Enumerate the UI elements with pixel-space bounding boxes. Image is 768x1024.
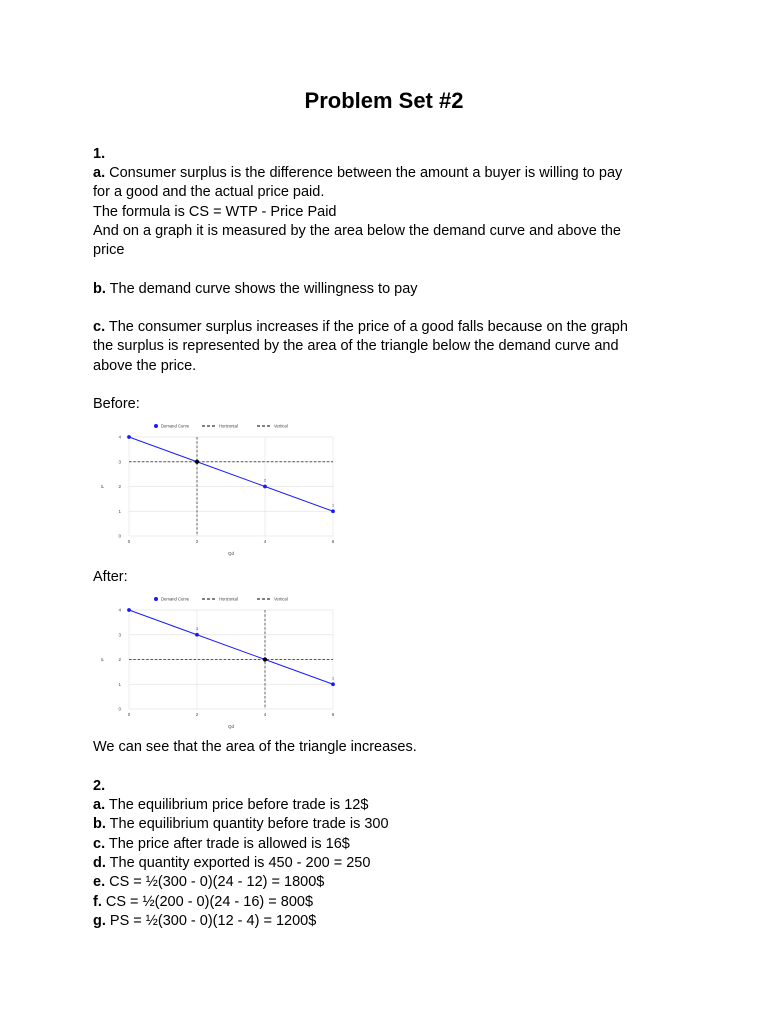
answer-1a-line-2: for a good and the actual price paid. bbox=[93, 184, 325, 200]
legend-demand-label: Demand Curve bbox=[161, 596, 190, 602]
answer-1a-line-3: The formula is CS = WTP - Price Paid bbox=[93, 204, 337, 220]
y-axis-label: P bbox=[100, 657, 105, 662]
demand-point bbox=[331, 509, 335, 513]
answer-2-item bbox=[93, 912, 316, 931]
x-tick-label: 6 bbox=[331, 712, 335, 717]
answer-label: a. bbox=[93, 165, 106, 181]
intersection-point bbox=[263, 657, 267, 661]
answer-text: CS = ½(300 - 0)(24 - 12) = 1800$ bbox=[105, 874, 325, 891]
answer-label: b. bbox=[93, 816, 106, 833]
x-tick-label: 0 bbox=[127, 539, 131, 544]
answer-label: c. bbox=[93, 835, 106, 852]
x-tick-label: 2 bbox=[195, 712, 199, 717]
answer-2-item bbox=[93, 815, 389, 834]
legend-vertical-label: Vertical bbox=[274, 423, 288, 429]
x-tick-label: 0 bbox=[127, 712, 131, 717]
answer-1a-line-5: price bbox=[93, 242, 125, 258]
x-axis-label: Qd bbox=[227, 724, 235, 729]
y-tick-label: 3 bbox=[118, 459, 121, 465]
x-tick-label: 4 bbox=[263, 539, 267, 544]
y-tick-label: 0 bbox=[118, 533, 121, 539]
chart-svg bbox=[94, 589, 342, 733]
question-2-number: 2. bbox=[93, 778, 106, 794]
demand-point bbox=[331, 682, 335, 686]
answer-text: The equilibrium quantity before trade is 300 bbox=[105, 816, 389, 833]
conclusion-text: We can see that the area of the triangle increases. bbox=[93, 739, 417, 755]
point-label: 1 bbox=[331, 676, 335, 681]
point-label: 1 bbox=[331, 503, 335, 508]
point-label: 3 bbox=[195, 626, 199, 631]
y-tick-label: 0 bbox=[118, 706, 121, 712]
page-title: Problem Set #2 bbox=[304, 88, 464, 113]
answer-2-item bbox=[93, 893, 313, 912]
y-axis-label: P bbox=[100, 484, 105, 489]
answer-label: e. bbox=[93, 874, 106, 891]
answer-text: The price after trade is allowed is 16$ bbox=[105, 835, 350, 852]
demand-point bbox=[127, 435, 131, 439]
answer-text: The quantity exported is 450 - 200 = 250 bbox=[105, 854, 371, 871]
answer-label: b. bbox=[93, 281, 106, 297]
legend-vertical-label: Vertical bbox=[274, 596, 288, 602]
answer-text: The equilibrium price before trade is 12$ bbox=[105, 797, 369, 813]
answer-2-item bbox=[93, 873, 324, 892]
answer-label: g. bbox=[93, 912, 106, 929]
demand-point bbox=[127, 608, 131, 612]
legend-horizontal-label: Horizontal bbox=[219, 423, 238, 429]
x-tick-label: 6 bbox=[331, 539, 335, 544]
answer-1c-line-3: above the price. bbox=[93, 358, 197, 374]
before-label: Before: bbox=[93, 396, 140, 412]
answer-text: CS = ½(200 - 0)(24 - 16) = 800$ bbox=[101, 893, 314, 910]
legend-demand-label: Demand Curve bbox=[161, 423, 190, 429]
x-axis-label: Qd bbox=[227, 551, 235, 556]
x-tick-label: 4 bbox=[263, 712, 267, 717]
legend-horizontal-label: Horizontal bbox=[219, 596, 238, 602]
answer-label: c. bbox=[93, 319, 106, 335]
before-chart bbox=[94, 416, 342, 560]
question-1-number: 1. bbox=[93, 146, 106, 162]
demand-point bbox=[195, 633, 199, 637]
answer-1c-line-1: c. The consumer surplus increases if the price of a good falls because on the graph bbox=[93, 319, 628, 335]
answer-label: a. bbox=[93, 797, 106, 813]
legend-demand-marker bbox=[154, 597, 158, 601]
after-label: After: bbox=[93, 569, 128, 585]
answer-label: f. bbox=[93, 893, 102, 910]
demand-point bbox=[263, 485, 267, 489]
y-tick-label: 1 bbox=[118, 508, 121, 514]
after-chart bbox=[94, 589, 342, 733]
x-tick-label: 2 bbox=[195, 539, 199, 544]
y-tick-label: 2 bbox=[118, 484, 121, 489]
legend-demand-marker bbox=[154, 424, 158, 428]
y-tick-label: 4 bbox=[118, 434, 121, 440]
answer-text: PS = ½(300 - 0)(12 - 4) = 1200$ bbox=[105, 912, 317, 929]
y-tick-label: 1 bbox=[118, 681, 121, 687]
y-tick-label: 3 bbox=[118, 632, 121, 638]
answer-2-item bbox=[93, 796, 368, 815]
y-tick-label: 2 bbox=[118, 657, 121, 662]
point-label: 2 bbox=[263, 478, 267, 483]
answer-2-item bbox=[93, 854, 370, 873]
answer-1b: b. The demand curve shows the willingness to pay bbox=[93, 281, 418, 297]
answer-2-item bbox=[93, 835, 350, 854]
answer-1a-line-4: And on a graph it is measured by the area below the demand curve and above the bbox=[93, 223, 621, 239]
intersection-point bbox=[195, 460, 199, 464]
answer-label: d. bbox=[93, 854, 106, 871]
chart-svg bbox=[94, 416, 342, 560]
y-tick-label: 4 bbox=[118, 607, 121, 613]
answer-1a-line-1: a. Consumer surplus is the difference between the amount a buyer is willing to pay bbox=[93, 165, 623, 181]
answer-1c-line-2: the surplus is represented by the area of the triangle below the demand curve and bbox=[93, 338, 619, 354]
